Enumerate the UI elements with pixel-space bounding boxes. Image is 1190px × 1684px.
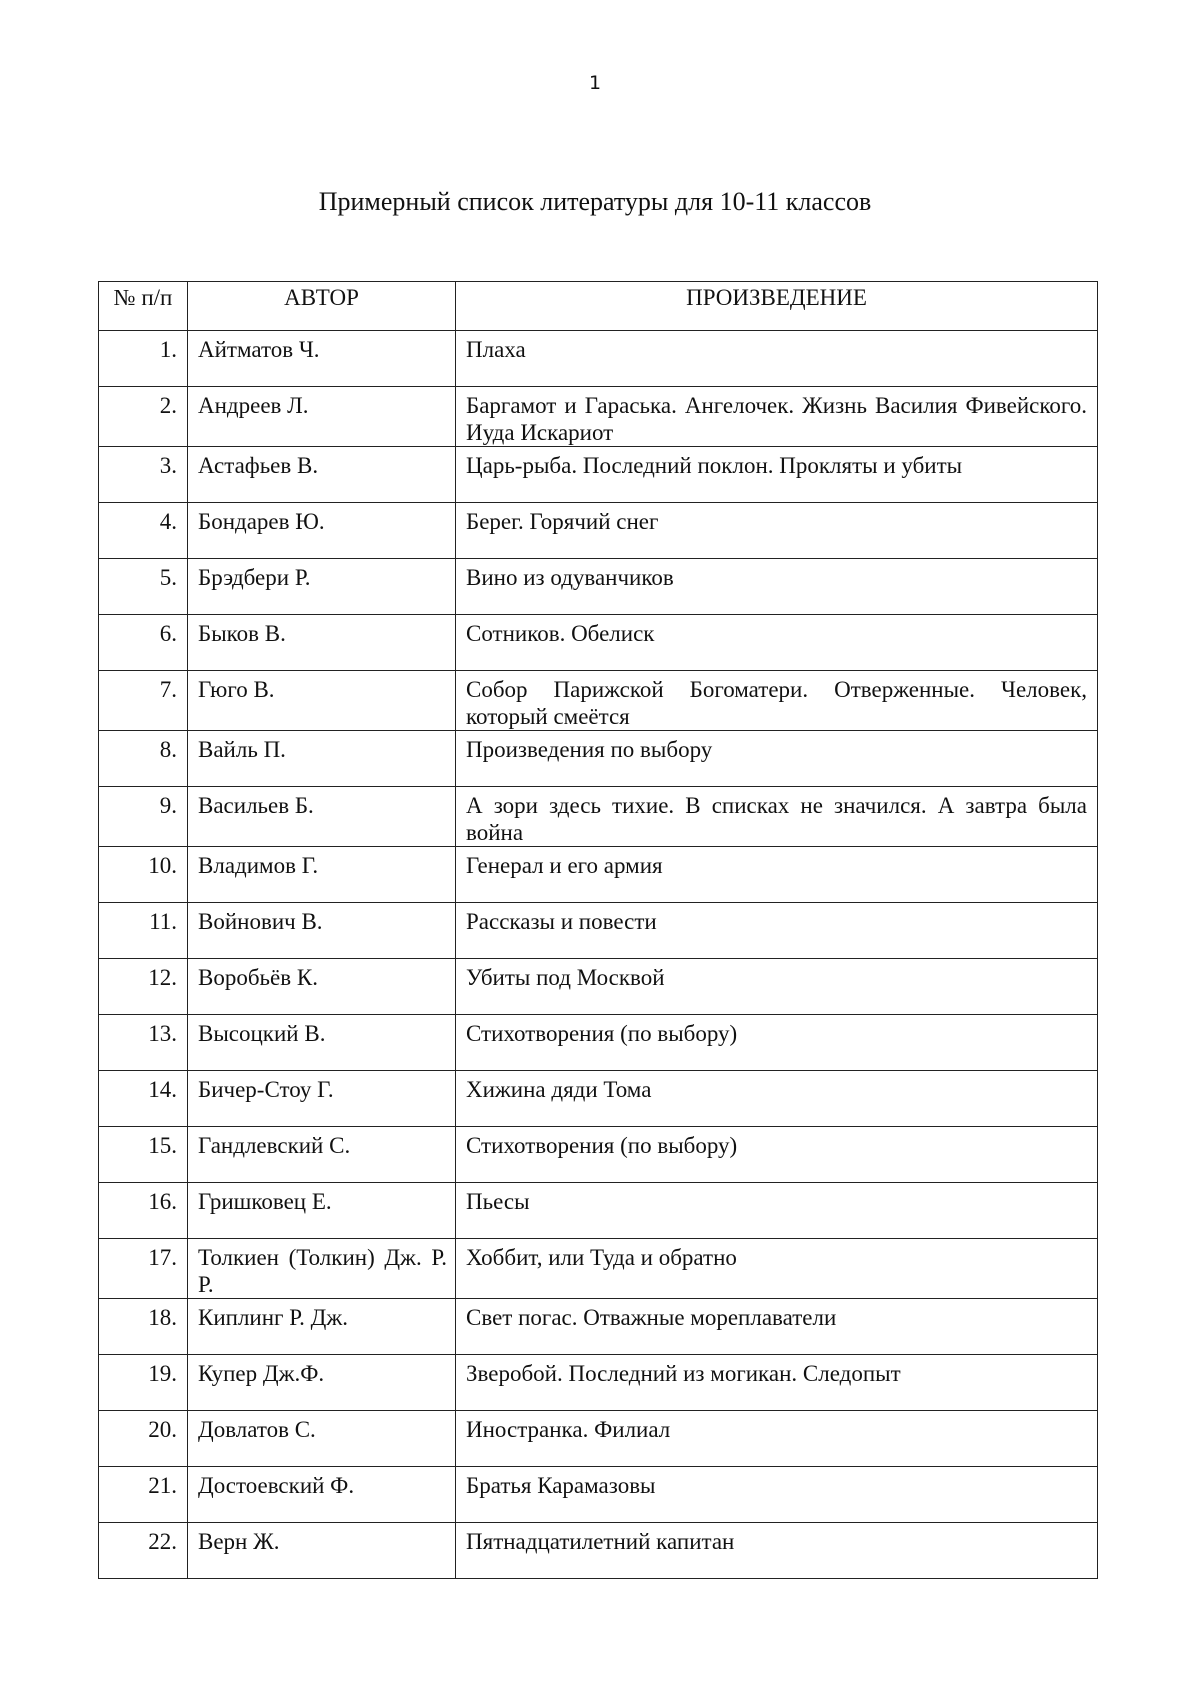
- row-author: Андреев Л.: [188, 387, 456, 447]
- row-work: Сотников. Обелиск: [456, 615, 1098, 671]
- header-author: АВТОР: [188, 282, 456, 331]
- table-row: [99, 503, 1098, 559]
- row-author: Толкиен (Толкин) Дж. Р. Р.: [188, 1239, 456, 1299]
- row-number: 13.: [99, 1015, 188, 1071]
- row-author: Купер Дж.Ф.: [188, 1355, 456, 1411]
- row-author: Верн Ж.: [188, 1523, 456, 1579]
- table-row: [99, 1411, 1098, 1467]
- row-work: Рассказы и повести: [456, 903, 1098, 959]
- table-row: [99, 559, 1098, 615]
- row-author: Васильев Б.: [188, 787, 456, 847]
- row-author: Астафьев В.: [188, 447, 456, 503]
- row-author: Айтматов Ч.: [188, 331, 456, 387]
- row-work: Пятнадцатилетний капитан: [456, 1523, 1098, 1579]
- row-author: Владимов Г.: [188, 847, 456, 903]
- row-number: 9.: [99, 787, 188, 847]
- row-number: 17.: [99, 1239, 188, 1299]
- table-row: [99, 671, 1098, 731]
- row-author: Воробьёв К.: [188, 959, 456, 1015]
- row-number: 22.: [99, 1523, 188, 1579]
- page-number: 1: [588, 72, 602, 94]
- row-number: 3.: [99, 447, 188, 503]
- literature-table: [98, 281, 1098, 1579]
- table-row: [99, 1355, 1098, 1411]
- row-number: 10.: [99, 847, 188, 903]
- row-work: Генерал и его армия: [456, 847, 1098, 903]
- row-work: Хижина дяди Тома: [456, 1071, 1098, 1127]
- table-header-row: [99, 282, 1098, 331]
- row-author: Гришковец Е.: [188, 1183, 456, 1239]
- row-number: 12.: [99, 959, 188, 1015]
- row-author: Гандлевский С.: [188, 1127, 456, 1183]
- table-row: [99, 447, 1098, 503]
- row-work: Стихотворения (по выбору): [456, 1127, 1098, 1183]
- table-row: [99, 1523, 1098, 1579]
- row-author: Достоевский Ф.: [188, 1467, 456, 1523]
- row-number: 19.: [99, 1355, 188, 1411]
- row-author: Высоцкий В.: [188, 1015, 456, 1071]
- table-row: [99, 903, 1098, 959]
- page-title: Примерный список литературы для 10-11 классов: [318, 187, 872, 216]
- row-number: 5.: [99, 559, 188, 615]
- table-row: [99, 1015, 1098, 1071]
- row-author: Войнович В.: [188, 903, 456, 959]
- header-work: ПРОИЗВЕДЕНИЕ: [456, 282, 1098, 331]
- row-work: Произведения по выбору: [456, 731, 1098, 787]
- row-number: 7.: [99, 671, 188, 731]
- row-work: Иностранка. Филиал: [456, 1411, 1098, 1467]
- table-row: [99, 387, 1098, 447]
- table-row: [99, 1183, 1098, 1239]
- table-row: [99, 1299, 1098, 1355]
- row-work: А зори здесь тихие. В списках не значился. А завтра была война: [456, 787, 1098, 847]
- row-number: 18.: [99, 1299, 188, 1355]
- row-work: Зверобой. Последний из могикан. Следопыт: [456, 1355, 1098, 1411]
- row-work: Хоббит, или Туда и обратно: [456, 1239, 1098, 1299]
- row-work: Собор Парижской Богоматери. Отверженные. Человек, который смеётся: [456, 671, 1098, 731]
- row-number: 4.: [99, 503, 188, 559]
- row-author: Киплинг Р. Дж.: [188, 1299, 456, 1355]
- row-work: Вино из одуванчиков: [456, 559, 1098, 615]
- row-number: 11.: [99, 903, 188, 959]
- table-row: [99, 959, 1098, 1015]
- row-work: Стихотворения (по выбору): [456, 1015, 1098, 1071]
- row-number: 1.: [99, 331, 188, 387]
- table-row: [99, 787, 1098, 847]
- table-row: [99, 1127, 1098, 1183]
- row-author: Вайль П.: [188, 731, 456, 787]
- row-work: Берег. Горячий снег: [456, 503, 1098, 559]
- row-work: Пьесы: [456, 1183, 1098, 1239]
- row-work: Царь-рыба. Последний поклон. Прокляты и убиты: [456, 447, 1098, 503]
- row-number: 2.: [99, 387, 188, 447]
- row-author: Быков В.: [188, 615, 456, 671]
- row-author: Бичер-Стоу Г.: [188, 1071, 456, 1127]
- row-number: 14.: [99, 1071, 188, 1127]
- row-author: Брэдбери Р.: [188, 559, 456, 615]
- table-row: [99, 1467, 1098, 1523]
- table-row: [99, 847, 1098, 903]
- row-work: Свет погас. Отважные мореплаватели: [456, 1299, 1098, 1355]
- table-row: [99, 615, 1098, 671]
- row-number: 16.: [99, 1183, 188, 1239]
- row-work: Убиты под Москвой: [456, 959, 1098, 1015]
- header-num: № п/п: [99, 282, 188, 331]
- table-row: [99, 331, 1098, 387]
- row-number: 8.: [99, 731, 188, 787]
- row-author: Бондарев Ю.: [188, 503, 456, 559]
- row-number: 6.: [99, 615, 188, 671]
- table-row: [99, 1239, 1098, 1299]
- row-author: Гюго В.: [188, 671, 456, 731]
- table-row: [99, 731, 1098, 787]
- row-work: Плаха: [456, 331, 1098, 387]
- row-number: 21.: [99, 1467, 188, 1523]
- row-work: Братья Карамазовы: [456, 1467, 1098, 1523]
- table-row: [99, 1071, 1098, 1127]
- row-work: Баргамот и Гараська. Ангелочек. Жизнь Василия Фивейского. Иуда Искариот: [456, 387, 1098, 447]
- row-author: Довлатов С.: [188, 1411, 456, 1467]
- row-number: 20.: [99, 1411, 188, 1467]
- row-number: 15.: [99, 1127, 188, 1183]
